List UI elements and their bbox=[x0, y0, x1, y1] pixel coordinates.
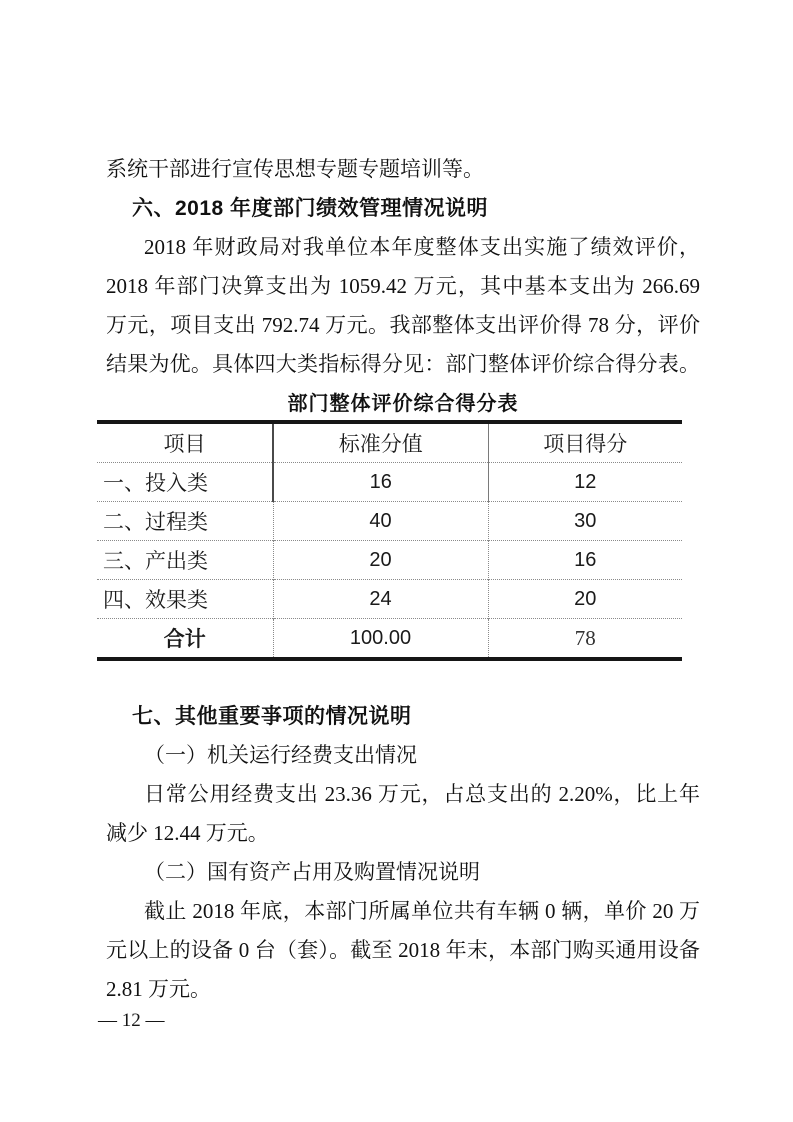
table-header-row bbox=[97, 422, 682, 463]
body-line: 元以上的设备 0 台（套）。截至 2018 年末，本部门购买通用设备 bbox=[106, 938, 700, 962]
table-cell-score: 12 bbox=[488, 463, 682, 502]
table-cell-total-standard: 100.00 bbox=[273, 619, 488, 660]
table-cell-total-label: 合计 bbox=[97, 619, 273, 660]
body-line: 系统干部进行宣传思想专题专题培训等。 bbox=[106, 157, 484, 181]
page-number: — 12 — bbox=[98, 1010, 165, 1031]
table-cell-standard: 20 bbox=[273, 541, 488, 580]
section-heading-7: 七、其他重要亊项的情况说明 bbox=[132, 705, 412, 728]
table-row bbox=[97, 502, 682, 541]
table-cell-standard: 24 bbox=[273, 580, 488, 619]
table-total-row bbox=[97, 619, 682, 660]
table-cell-item: 三、产出类 bbox=[97, 541, 273, 580]
table-cell-standard: 40 bbox=[273, 502, 488, 541]
table-cell-score: 30 bbox=[488, 502, 682, 541]
body-line: 2.81 万元。 bbox=[106, 977, 211, 1001]
table-title: 部门整体评价综合得分表 bbox=[287, 393, 519, 415]
score-table bbox=[97, 420, 682, 661]
body-line: 日常公用经费支出 23.36 万元，占总支出的 2.20%，比上年 bbox=[144, 782, 700, 806]
table-cell-score: 20 bbox=[488, 580, 682, 619]
table-cell-score: 16 bbox=[488, 541, 682, 580]
section-heading-6: 六、2018 年度部门绩效管理情况说明 bbox=[132, 197, 489, 220]
body-line: 万元，项目支出 792.74 万元。我部整体支出评价得 78 分，评价 bbox=[106, 313, 700, 337]
table-cell-item: 一、投入类 bbox=[103, 472, 208, 495]
body-line: 减少 12.44 万元。 bbox=[106, 821, 269, 845]
table-row bbox=[97, 580, 682, 619]
table-header-project-score: 项目得分 bbox=[488, 422, 682, 463]
body-line: 2018 年财政局对我单位本年度整体支出实施了绩效评价， bbox=[144, 235, 700, 259]
table-row bbox=[97, 463, 682, 502]
body-line: 结果为优。具体四大类指标得分见：部门整体评价综合得分表。 bbox=[106, 352, 700, 376]
table-header-item: 项目 bbox=[97, 422, 273, 463]
table-cell-total-score: 78 bbox=[488, 619, 682, 660]
body-line: 2018 年部门决算支出为 1059.42 万元，其中基本支出为 266.69 bbox=[106, 274, 700, 298]
table-cell-item: 四、效果类 bbox=[97, 580, 273, 619]
table-cell-item: 二、过程类 bbox=[97, 502, 273, 541]
body-line: 截止 2018 年底，本部门所属单位共有车辆 0 辆，单价 20 万 bbox=[144, 899, 700, 923]
subsection-heading-2: （二）国有资产占用及购置情况说明 bbox=[144, 860, 480, 884]
table-cell-standard: 16 bbox=[273, 463, 488, 502]
table-row bbox=[97, 541, 682, 580]
subsection-heading-1: （一）机关运行经费支出情况 bbox=[144, 743, 417, 767]
table-header-standard-score: 标准分值 bbox=[273, 422, 488, 463]
